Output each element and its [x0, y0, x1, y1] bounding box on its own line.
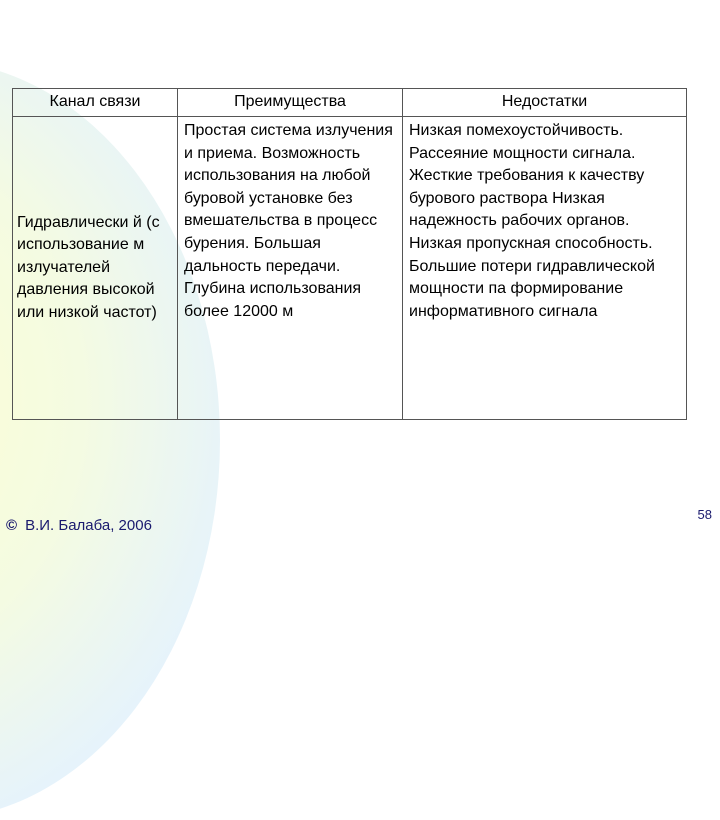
cell-advantages: Простая система излучения и приема. Возможность использования на любой буровой установке без вмешательства в процесс бурения. Большая дальность передачи. Глубина использования более 12000 м	[178, 117, 403, 420]
cell-channel: Гидравлически й (с использование м излучателей давления высокой или низкой частот)	[13, 117, 178, 420]
header-channel: Канал связи	[13, 89, 178, 117]
page-number: 58	[697, 507, 712, 522]
copyright-text: В.И. Балаба, 2006	[25, 517, 152, 534]
header-advantages: Преимущества	[178, 89, 403, 117]
copyright-footer	[6, 517, 152, 534]
comparison-table	[12, 88, 687, 420]
table-header-row	[13, 89, 687, 117]
header-disadvantages: Недостатки	[403, 89, 687, 117]
table-row	[13, 117, 687, 420]
cell-disadvantages: Низкая помехоустойчивость. Рассеяние мощности сигнала. Жесткие требования к качеству бурового раствора Низкая надежность рабочих органов. Низкая пропускная способность. Большие потери гидравлической мощности па формирование информативного сигнала	[403, 117, 687, 420]
copyright-icon: ©	[6, 517, 18, 534]
